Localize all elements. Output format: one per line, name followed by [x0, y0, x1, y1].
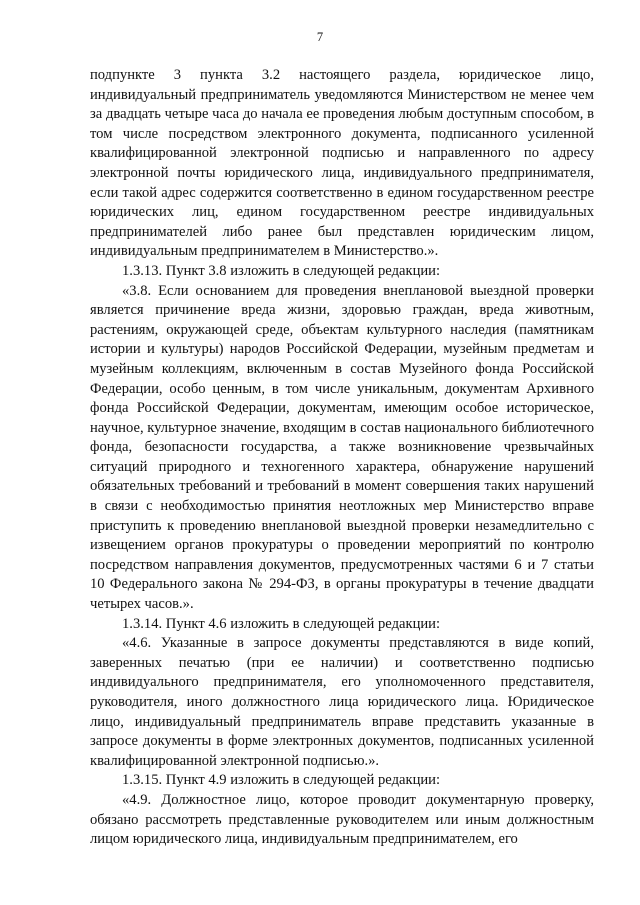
paragraph-continuation: подпункте 3 пункта 3.2 настоящего раздела, юридическое лицо, индивидуальный предприниматель уведомляются Министерством не менее чем за двадцать четыре часа до начала ее проведения любым доступным способом, в том числе посредством электронного документа, подписанного усиленной квалифицированной электронной подписью и направленного по адресу электронной почты юридического лица, индивидуального предпринимателя, если такой адрес содержится соответственно в едином государственном реестре юридических лиц, едином государственном реестре индивидуальных предпринимателей либо ранее был представлен юридическим лицом, индивидуальным предпринимателем в Министерство.».: [90, 67, 594, 260]
paragraph-item-1-3-15: 1.3.15. Пункт 4.9 изложить в следующей редакции:: [122, 772, 441, 789]
paragraph-clause-4-6: «4.6. Указанные в запросе документы представляются в виде копий, заверенных печатью (при ее наличии) и соответственно подписью индивидуального предпринимателя, его уполномоченного представителя, руководителя, иного должностного лица юридического лица. Юридическое лицо, индивидуальный предприниматель вправе представить указанные в запросе документы в форме электронных документов, подписанных усиленной квалифицированной электронной подписью.».: [90, 635, 594, 769]
paragraph-item-1-3-14: 1.3.14. Пункт 4.6 изложить в следующей редакции:: [122, 615, 441, 632]
paragraph-item-1-3-13: 1.3.13. Пункт 3.8 изложить в следующей редакции:: [122, 262, 441, 279]
page-number: 7: [316, 30, 324, 44]
paragraph-clause-4-9: «4.9. Должностное лицо, которое проводит документарную проверку, обязано рассмотреть представленные руководителем или иным должностным лицом юридического лица, индивидуальным предпринимателем, его: [90, 791, 594, 848]
document-body: [90, 66, 594, 850]
paragraph-clause-3-8: «3.8. Если основанием для проведения внеплановой выездной проверки является причинение вреда жизни, здоровью граждан, вреда животным, растениям, окружающей среде, объектам культурного наследия (памятникам истории и культуры) народов Российской Федерации, музейным предметам и музейным коллекциям, включенным в состав Музейного фонда Российской Федерации, особо ценным, в том числе уникальным, документам Архивного фонда Российской Федерации, документам, имеющим особое историческое, научное, культурное значение, входящим в состав национального библиотечного фонда, безопасности государства, а также возникновение чрезвычайных ситуаций природного и техногенного характера, обнаружение нарушений обязательных требований и требований в момент совершения таких нарушений в связи с необходимостью принятия неотложных мер Министерство вправе приступить к проведению внеплановой выездной проверки незамедлительно с извещением органов прокуратуры о проведении мероприятий по контролю посредством направления документов, предусмотренных частями 6 и 7 статьи 10 Федерального закона № 294-ФЗ, в органы прокуратуры в течение двадцати четырех часов.».: [90, 282, 594, 613]
